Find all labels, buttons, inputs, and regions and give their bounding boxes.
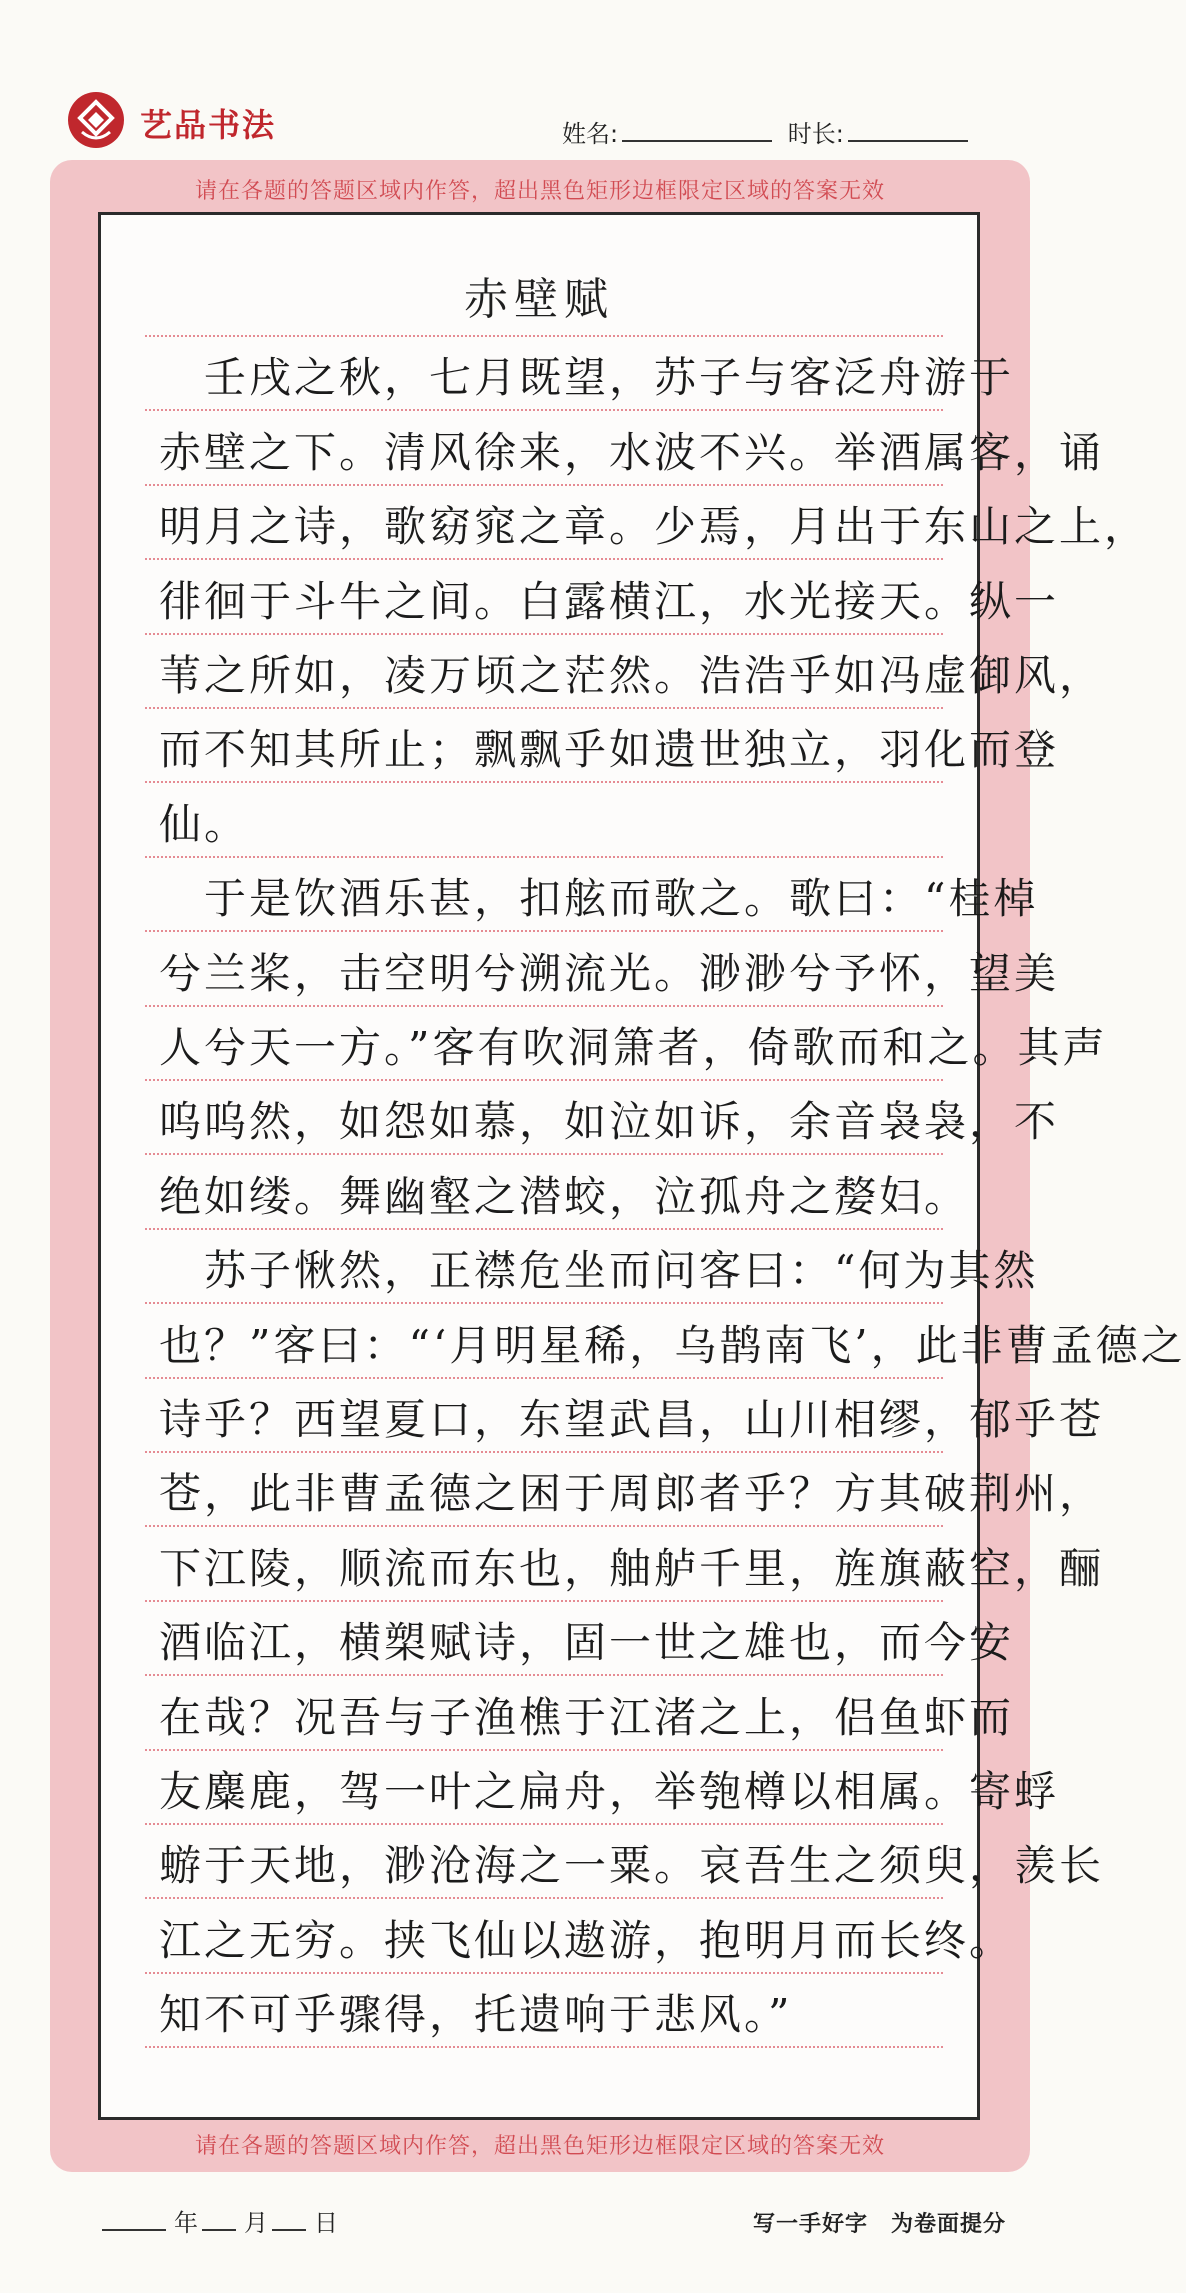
text-line: 也？”客曰：“‘月明星稀，乌鹊南飞’，此非曹孟德之 bbox=[159, 1321, 1186, 1370]
date-row bbox=[102, 2203, 338, 2238]
dotted-rule bbox=[145, 1228, 943, 1230]
text-line: 苏子愀然，正襟危坐而问客曰：“何为其然 bbox=[159, 1246, 1039, 1295]
writing-area bbox=[98, 212, 1186, 2120]
text-line: 酒临江，横槊赋诗，固一世之雄也，而今安 bbox=[159, 1618, 1015, 1667]
text-line: 苍，此非曹孟德之困于周郎者乎？方其破荆州， bbox=[159, 1469, 1105, 1518]
dotted-rule bbox=[145, 633, 943, 635]
time-field[interactable] bbox=[848, 140, 968, 142]
text-line: 仙。 bbox=[159, 800, 250, 849]
dotted-rule bbox=[145, 1079, 943, 1081]
text-line: 兮兰桨，击空明兮溯流光。渺渺兮予怀，望美 bbox=[159, 949, 1060, 998]
text-line: 绝如缕。舞幽壑之潜蛟，泣孤舟之嫠妇。 bbox=[159, 1172, 970, 1221]
dotted-rule bbox=[145, 1600, 943, 1602]
dotted-rule bbox=[145, 707, 943, 709]
dotted-rule bbox=[145, 1897, 943, 1899]
brand-name: 艺品书法 bbox=[140, 106, 277, 144]
text-line: 人兮天一方。”客有吹洞箫者，倚歌而和之。其声 bbox=[159, 1023, 1108, 1072]
text-line: 呜呜然，如怨如慕，如泣如诉，余音袅袅，不 bbox=[159, 1097, 1060, 1146]
dotted-rule bbox=[145, 335, 943, 337]
notice-top: 请在各题的答题区域内作答，超出黑色矩形边框限定区域的答案无效 bbox=[194, 179, 885, 204]
answer-sheet bbox=[50, 160, 1186, 2172]
dotted-rule bbox=[145, 1823, 943, 1825]
dotted-rule bbox=[145, 856, 943, 858]
dotted-rule bbox=[145, 1972, 943, 1974]
dotted-rule bbox=[145, 484, 943, 486]
dotted-rule bbox=[145, 1302, 943, 1304]
dotted-rule bbox=[145, 1749, 943, 1751]
name-time-row bbox=[562, 114, 976, 149]
text-line: 明月之诗，歌窈窕之章。少焉，月出于东山之上， bbox=[159, 502, 1150, 551]
logo-icon bbox=[66, 90, 126, 150]
text-line: 而不知其所止；飘飘乎如遗世独立，羽化而登 bbox=[159, 725, 1060, 774]
notice-bottom: 请在各题的答题区域内作答，超出黑色矩形边框限定区域的答案无效 bbox=[194, 2134, 885, 2159]
dotted-rule bbox=[145, 1525, 943, 1527]
name-field[interactable] bbox=[622, 140, 772, 142]
text-line: 徘徊于斗牛之间。白露横江，水光接天。纵一 bbox=[159, 577, 1060, 626]
month-label: 月 bbox=[244, 2209, 268, 2237]
dotted-rule bbox=[145, 2046, 943, 2048]
essay-title: 赤壁赋 bbox=[464, 274, 614, 325]
name-label: 姓名: bbox=[562, 120, 619, 148]
dotted-rule bbox=[145, 930, 943, 932]
year-field[interactable] bbox=[102, 2229, 166, 2231]
day-label: 日 bbox=[314, 2209, 338, 2237]
text-line: 在哉？况吾与子渔樵于江渚之上，侣鱼虾而 bbox=[159, 1693, 1015, 1742]
text-line: 赤壁之下。清风徐来，水波不兴。举酒属客，诵 bbox=[159, 428, 1105, 477]
time-label: 时长: bbox=[787, 120, 844, 148]
text-line: 蝣于天地，渺沧海之一粟。哀吾生之须臾，羡长 bbox=[159, 1841, 1105, 1890]
text-line: 壬戌之秋，七月既望，苏子与客泛舟游于 bbox=[159, 353, 1015, 402]
month-field[interactable] bbox=[202, 2229, 236, 2231]
dotted-rule bbox=[145, 1153, 943, 1155]
dotted-rule bbox=[145, 558, 943, 560]
year-label: 年 bbox=[174, 2209, 198, 2237]
dotted-rule bbox=[145, 1451, 943, 1453]
dotted-rule bbox=[145, 1005, 943, 1007]
ruled-lines bbox=[101, 215, 977, 2117]
dotted-rule bbox=[145, 1674, 943, 1676]
text-line: 下江陵，顺流而东也，舳舻千里，旌旗蔽空，酾 bbox=[159, 1544, 1105, 1593]
slogan: 写一手好字 为卷面提分 bbox=[752, 2212, 1006, 2237]
dotted-rule bbox=[145, 409, 943, 411]
dotted-rule bbox=[145, 781, 943, 783]
dotted-rule bbox=[145, 1377, 943, 1379]
day-field[interactable] bbox=[272, 2229, 306, 2231]
text-line: 苇之所如，凌万顷之茫然。浩浩乎如冯虚御风， bbox=[159, 651, 1105, 700]
header bbox=[0, 0, 1080, 160]
text-line: 诗乎？西望夏口，东望武昌，山川相缪，郁乎苍 bbox=[159, 1395, 1105, 1444]
text-line: 江之无穷。挟飞仙以遨游，抱明月而长终。 bbox=[159, 1916, 1015, 1965]
text-line: 知不可乎骤得，托遗响于悲风。” bbox=[159, 1990, 793, 2039]
text-line: 友麋鹿，驾一叶之扁舟，举匏樽以相属。寄蜉 bbox=[159, 1767, 1060, 1816]
text-line: 于是饮酒乐甚，扣舷而歌之。歌曰：“桂棹 bbox=[159, 874, 1039, 923]
